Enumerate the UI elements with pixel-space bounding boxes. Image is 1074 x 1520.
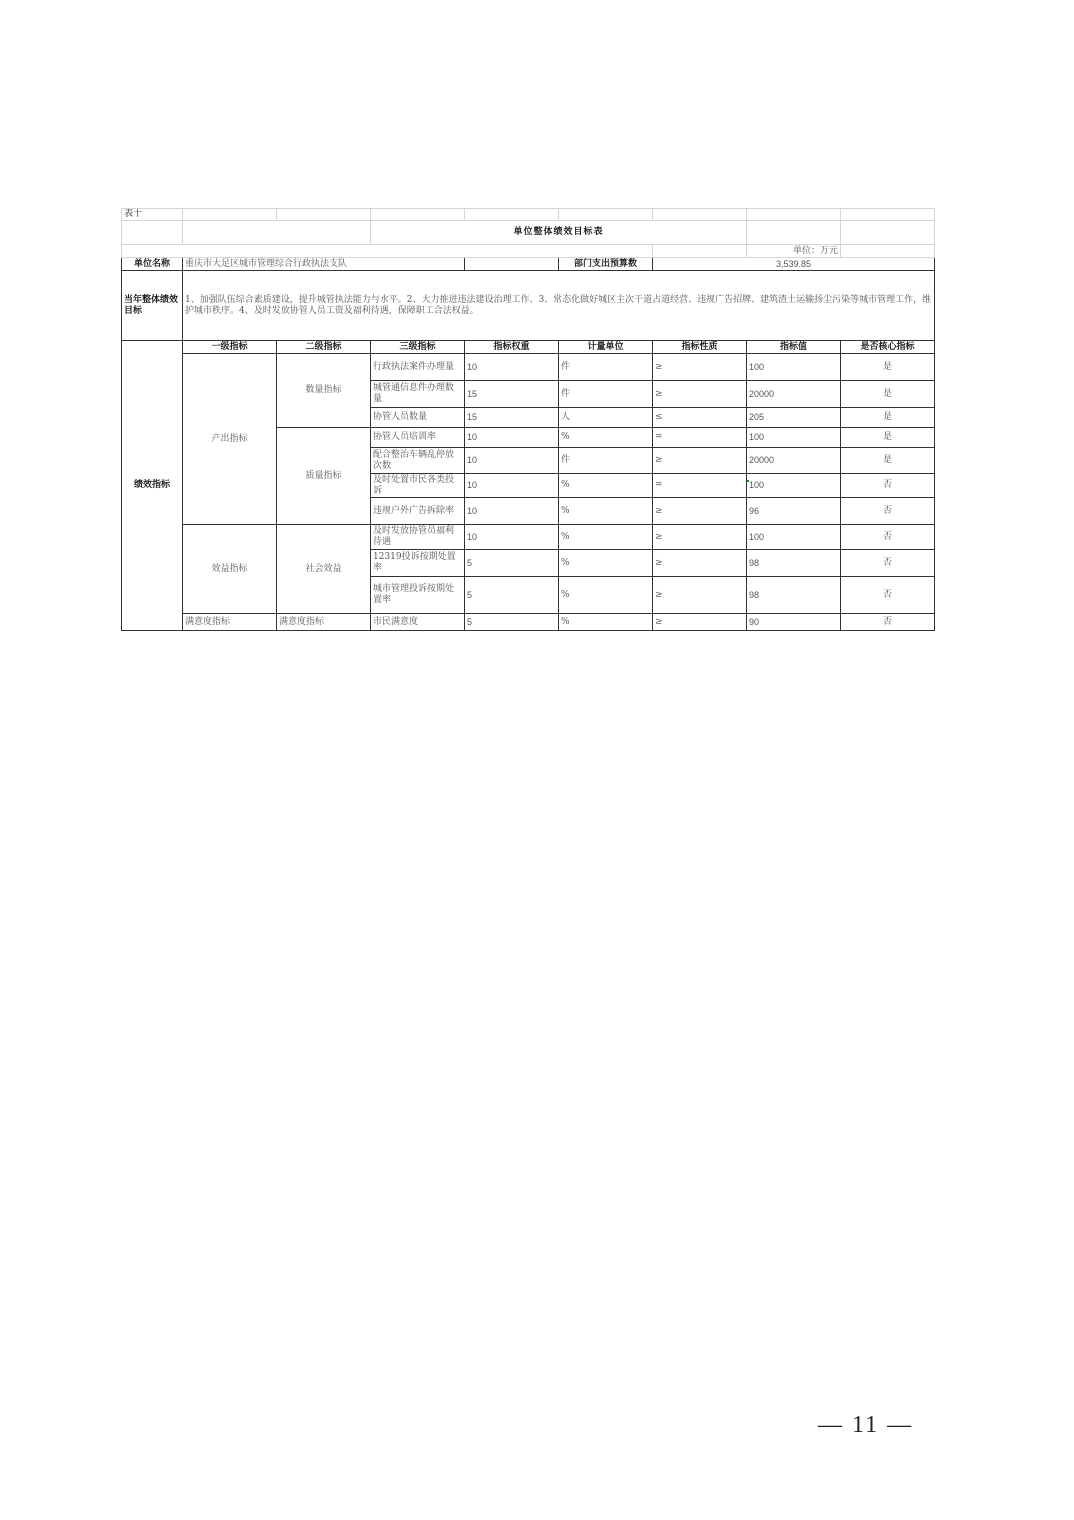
row-name: 协管人员数量 [371,408,465,428]
group-social: 社会效益 [277,525,371,614]
performance-indicator-label: 绩效指标 [122,341,183,631]
group-satisfaction-level2: 满意度指标 [277,614,371,631]
header-core: 是否核心指标 [841,341,935,354]
table-label: 表十 [122,209,183,221]
row-unit: % [559,614,653,631]
table-row [122,354,935,381]
row-nature: ≥ [653,550,747,577]
row-unit: % [559,474,653,498]
row-core: 是 [841,354,935,381]
row-name: 市民满意度 [371,614,465,631]
performance-target-sheet [121,208,934,631]
row-value [747,474,841,498]
header-unit: 计量单位 [559,341,653,354]
row-nature: ≥ [653,614,747,631]
row-name: 及时处置市民各类投诉 [371,474,465,498]
row-core: 是 [841,408,935,428]
page-number: — 11 — [818,1412,914,1438]
budget-value: 3,539.85 [653,258,935,271]
row-name: 城管通信息件办理数量 [371,381,465,408]
row-weight: 10 [465,498,559,525]
row-weight: 15 [465,381,559,408]
table-row [122,614,935,631]
unit-note: 单位：万元 [747,245,841,258]
row-value: 96 [747,498,841,525]
row-weight: 10 [465,354,559,381]
row-nature: ≥ [653,498,747,525]
row-unit: % [559,577,653,614]
row-value: 90 [747,614,841,631]
group-satisfaction-level1: 满意度指标 [183,614,277,631]
header-value: 指标值 [747,341,841,354]
row-weight: 5 [465,577,559,614]
row-unit: % [559,428,653,448]
row-core: 是 [841,381,935,408]
row-weight: 5 [465,614,559,631]
row-name: 配合整治车辆乱停放次数 [371,448,465,474]
unit-name-label: 单位名称 [122,258,183,271]
row-core: 是 [841,448,935,474]
unit-name-value: 重庆市大足区城市管理综合行政执法支队 [183,258,465,271]
group-quantity: 数量指标 [277,354,371,428]
table-title: 单位整体绩效目标表 [371,221,747,245]
table-row [122,525,935,550]
row-value: 100 [747,354,841,381]
row-weight: 5 [465,550,559,577]
row-nature: ≥ [653,448,747,474]
row-nature: ≥ [653,577,747,614]
performance-target-table [121,208,935,631]
row-name: 12319投诉按期处置率 [371,550,465,577]
row-nature: ≤ [653,408,747,428]
row-nature: ≥ [653,381,747,408]
row-value: 205 [747,408,841,428]
row-unit: % [559,525,653,550]
row-name: 违规户外广告拆除率 [371,498,465,525]
row-weight: 10 [465,474,559,498]
group-quality: 质量指标 [277,428,371,525]
row-value: 100 [747,428,841,448]
row-unit: % [559,498,653,525]
row-name: 城市管理投诉按期处置率 [371,577,465,614]
row-name: 行政执法案件办理量 [371,354,465,381]
row-value: 100 [747,525,841,550]
row-nature: ≥ [653,354,747,381]
row-weight: 10 [465,448,559,474]
goal-label: 当年整体绩效目标 [122,271,183,341]
row-weight: 10 [465,428,559,448]
row-value-text: 100 [749,480,765,490]
row-unit: 件 [559,354,653,381]
group-output: 产出指标 [183,354,277,525]
group-benefit: 效益指标 [183,525,277,614]
row-value: 20000 [747,381,841,408]
header-level2: 二级指标 [277,341,371,354]
row-nature: = [653,428,747,448]
row-unit: 件 [559,381,653,408]
goal-text: 1、加强队伍综合素质建设，提升城管执法能力与水平。2、大力推进违法建设治理工作。3、常态化做好城区主次干道占道经营、违规广告招牌、建筑渣土运输扬尘污染等城市管理工作，维护城市秩序。4、及时发放协管人员工资及福利待遇，保障职工合法权益。 [183,271,935,341]
row-name: 协管人员培训率 [371,428,465,448]
row-core: 否 [841,577,935,614]
header-nature: 指标性质 [653,341,747,354]
header-level1: 一级指标 [183,341,277,354]
row-name: 及时发放协管员福利待遇 [371,525,465,550]
row-core: 是 [841,428,935,448]
row-weight: 10 [465,525,559,550]
row-value: 20000 [747,448,841,474]
row-unit: 人 [559,408,653,428]
row-unit: % [559,550,653,577]
row-nature: ≥ [653,525,747,550]
row-value: 98 [747,550,841,577]
header-level3: 三级指标 [371,341,465,354]
header-weight: 指标权重 [465,341,559,354]
row-core: 否 [841,498,935,525]
row-nature: = [653,474,747,498]
row-weight: 15 [465,408,559,428]
row-core: 否 [841,525,935,550]
row-core: 否 [841,614,935,631]
row-core: 否 [841,550,935,577]
row-core: 否 [841,474,935,498]
row-value: 98 [747,577,841,614]
row-unit: 件 [559,448,653,474]
budget-label: 部门支出预算数 [559,258,653,271]
